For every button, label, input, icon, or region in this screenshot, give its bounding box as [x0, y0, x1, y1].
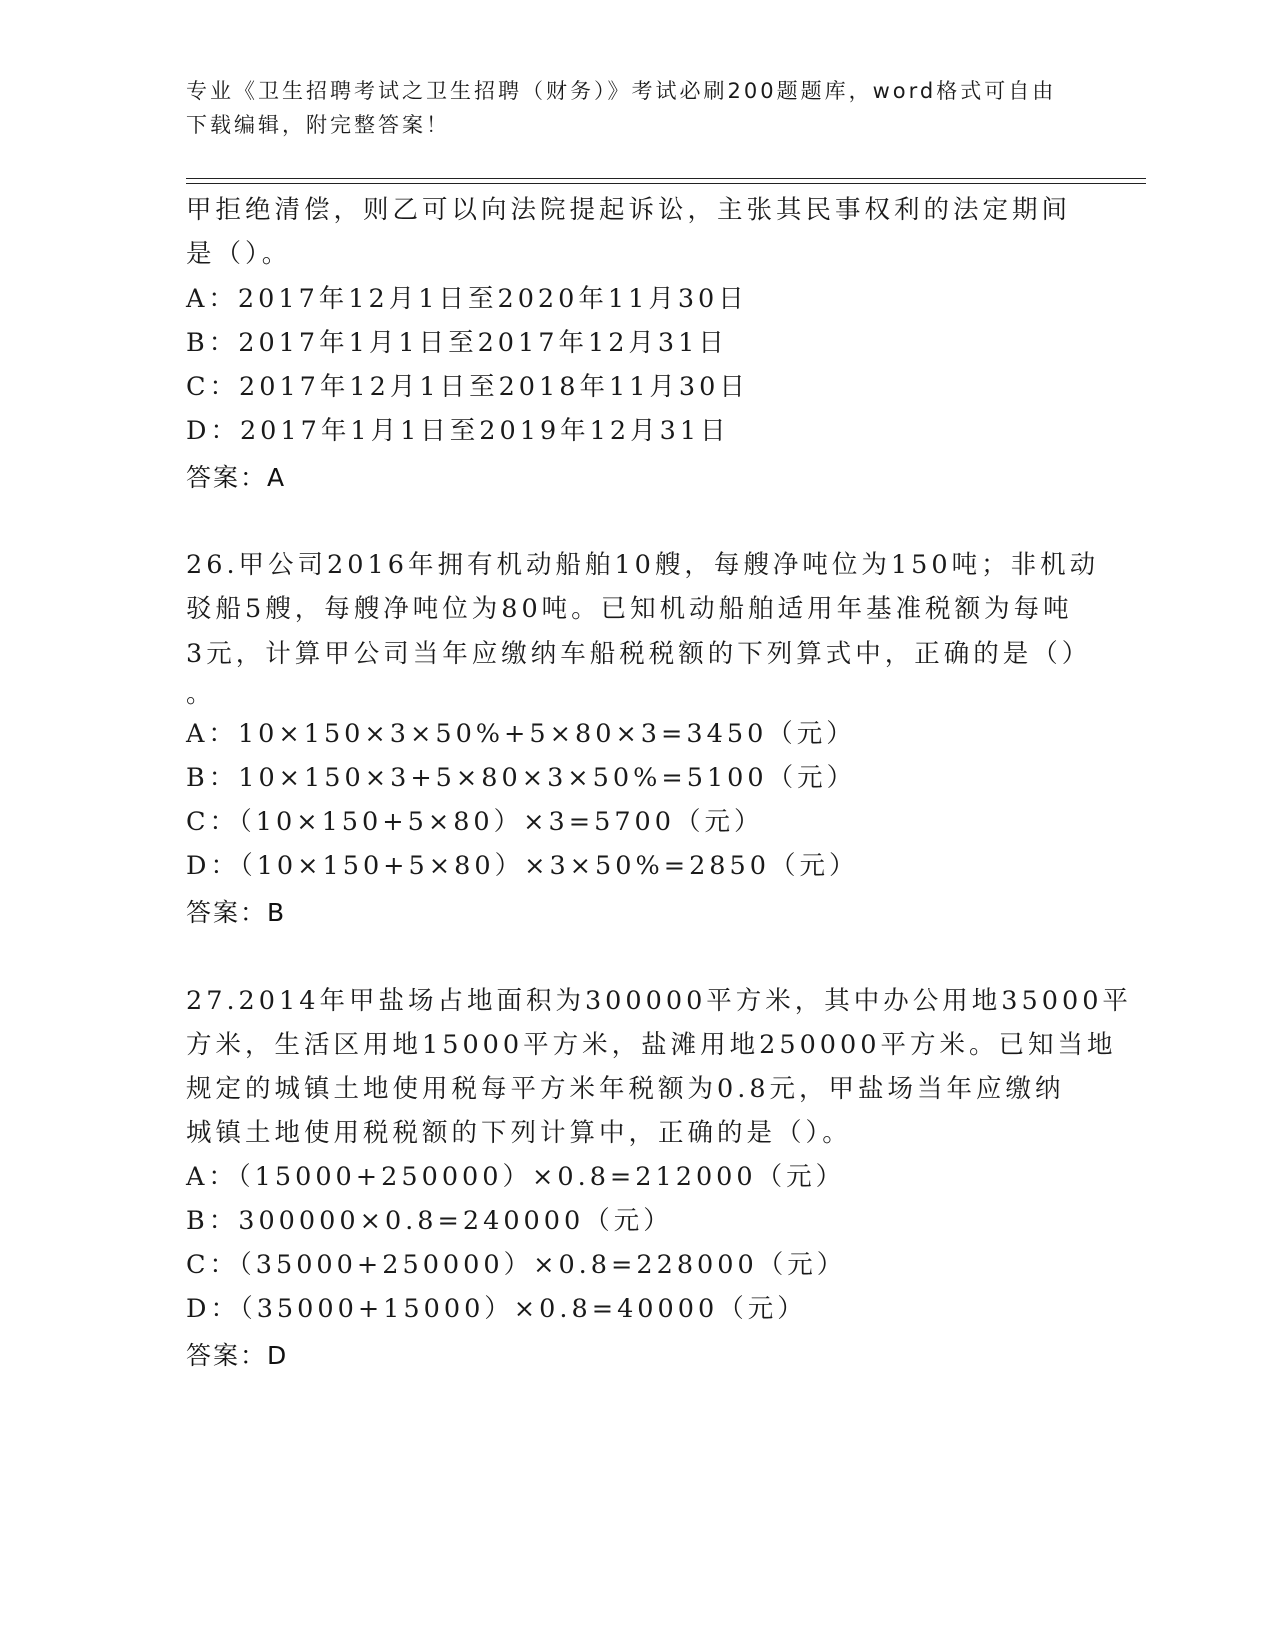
header-divider-bottom [186, 183, 1146, 184]
header-divider-top [186, 178, 1146, 179]
question-stem-line: 驳船5艘，每艘净吨位为80吨。已知机动船舶适用年基准税额为每吨 [186, 594, 1073, 624]
option-b: B：300000×0.8=240000（元） [186, 1206, 673, 1236]
option-a: A：10×150×3×50%+5×80×3=3450（元） [186, 719, 856, 749]
option-c: C：（35000+250000）×0.8=228000（元） [186, 1250, 847, 1280]
question-stem-line: 3元，计算甲公司当年应缴纳车船税税额的下列算式中，正确的是（） [186, 639, 1092, 669]
question-stem-line: 。 [186, 679, 216, 709]
option-c: C：2017年12月1日至2018年11月30日 [186, 372, 749, 402]
question-stem-line: 甲拒绝清偿，则乙可以向法院提起诉讼，主张其民事权利的法定期间 [186, 195, 1072, 225]
document-header: 专业《卫生招聘考试之卫生招聘（财务）》考试必刷200题题库，word格式可自由下载编辑，附完整答案！ [186, 79, 1057, 137]
option-b: B：2017年1月1日至2017年12月31日 [186, 328, 728, 358]
option-b: B：10×150×3+5×80×3×50%=5100（元） [186, 763, 857, 793]
question-stem-line: 方米，生活区用地15000平方米，盐滩用地250000平方米。已知当地 [186, 1030, 1117, 1060]
question-stem-line: 规定的城镇土地使用税每平方米年税额为0.8元，甲盐场当年应缴纳 [186, 1074, 1065, 1104]
option-a: A：（15000+250000）×0.8=212000（元） [186, 1162, 846, 1192]
question-stem-line: 城镇土地使用税税额的下列计算中，正确的是（）。 [186, 1118, 852, 1148]
option-d: D：2017年1月1日至2019年12月31日 [186, 416, 730, 446]
question-stem-line: 26.甲公司2016年拥有机动船舶10艘，每艘净吨位为150吨；非机动 [186, 550, 1100, 580]
answer-label: 答案：A [186, 463, 287, 492]
option-d: D：（10×150+5×80）×3×50%=2850（元） [186, 851, 859, 881]
option-d: D：（35000+15000）×0.8=40000（元） [186, 1294, 807, 1324]
answer-label: 答案：B [186, 898, 287, 927]
question-stem-line: 是（）。 [186, 239, 292, 269]
question-stem-line: 27.2014年甲盐场占地面积为300000平方米，其中办公用地35000平 [186, 986, 1132, 1016]
answer-label: 答案：D [186, 1341, 289, 1370]
option-c: C：（10×150+5×80）×3=5700（元） [186, 807, 764, 837]
option-a: A：2017年12月1日至2020年11月30日 [186, 284, 748, 314]
